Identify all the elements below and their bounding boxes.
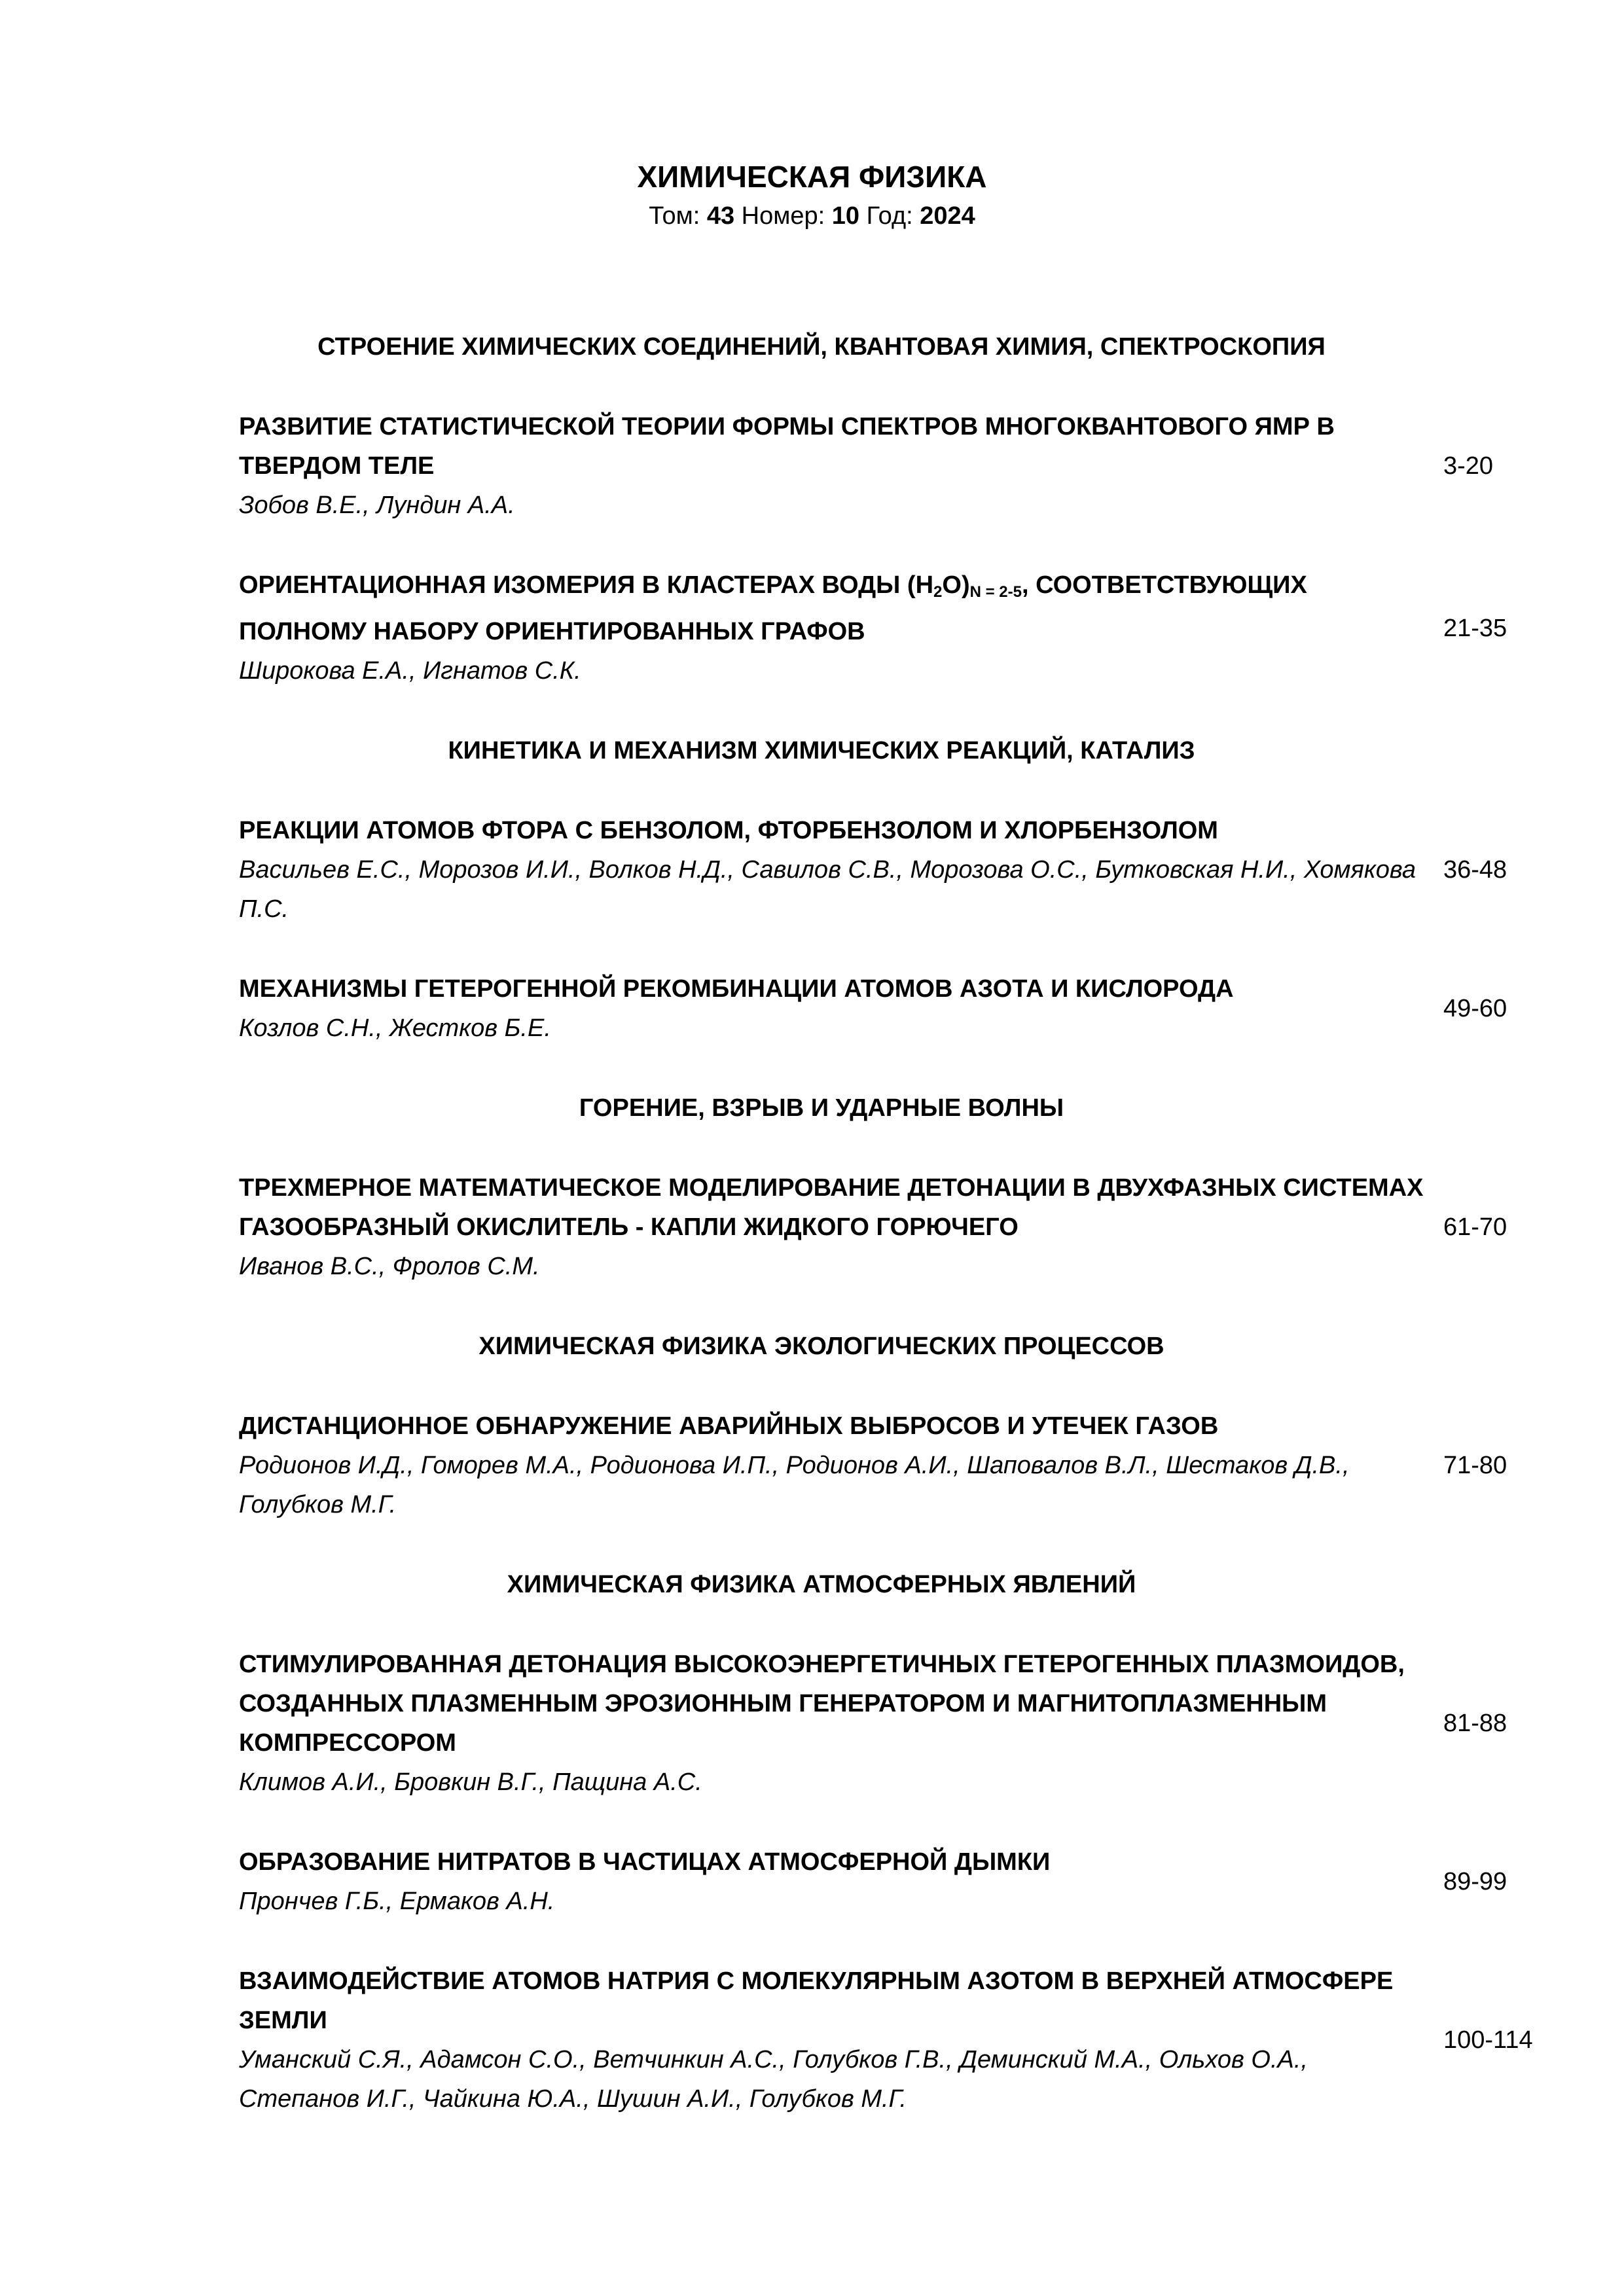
- article-title[interactable]: ВЗАИМОДЕЙСТВИЕ АТОМОВ НАТРИЯ С МОЛЕКУЛЯРНЫМ АЗОТОМ В ВЕРХНЕЙ АТМОСФЕРЕ ЗЕМЛИ: [239, 1967, 1394, 2034]
- title-part: , СООТВЕТСТВУЮЩИХ ПОЛНОМУ НАБОРУ ОРИЕНТИРОВАННЫХ ГРАФОВ: [239, 571, 1307, 645]
- article-title[interactable]: ТРЕХМЕРНОЕ МАТЕМАТИЧЕСКОЕ МОДЕЛИРОВАНИЕ ДЕТОНАЦИИ В ДВУХФАЗНЫХ СИСТЕМАХ ГАЗООБРАЗНЫЙ ОКИСЛИТЕЛЬ - КАПЛИ ЖИДКОГО ГОРЮЧЕГО: [239, 1174, 1424, 1241]
- article-authors: Климов А.И., Бровкин В.Г., Пащина А.С.: [239, 1768, 702, 1796]
- title-part: ОРИЕНТАЦИОННАЯ ИЗОМЕРИЯ В КЛАСТЕРАХ ВОДЫ (H: [239, 571, 934, 599]
- title-subscript: N = 2-5: [969, 583, 1022, 601]
- section-heading: СТРОЕНИЕ ХИМИЧЕСКИХ СОЕДИНЕНИЙ, КВАНТОВАЯ ХИМИЯ, СПЕКТРОСКОПИЯ: [317, 333, 1326, 361]
- article-authors: Родионов И.Д., Гоморев М.А., Родионова И.П., Родионов А.И., Шаповалов В.Л., Шестаков Д.В., Голубков М.Г.: [239, 1452, 1350, 1518]
- article-pages: 89-99: [1443, 1868, 1507, 1895]
- volume-label: Том:: [649, 202, 700, 230]
- title-subscript: 2: [933, 583, 943, 601]
- article-pages: 36-48: [1443, 856, 1507, 884]
- article-pages: 71-80: [1443, 1452, 1507, 1479]
- article-entry[interactable]: [239, 1407, 1542, 1524]
- issue-info: [0, 198, 1624, 234]
- article-pages: 81-88: [1443, 1710, 1507, 1737]
- title-part: O): [942, 571, 970, 599]
- article-authors: Зобов В.Е., Лундин А.А.: [239, 492, 515, 519]
- section-heading: ГОРЕНИЕ, ВЗРЫВ И УДАРНЫЕ ВОЛНЫ: [579, 1094, 1064, 1122]
- article-title[interactable]: ДИСТАНЦИОННОЕ ОБНАРУЖЕНИЕ АВАРИЙНЫХ ВЫБРОСОВ И УТЕЧЕК ГАЗОВ: [239, 1412, 1219, 1440]
- article-authors: Прончев Г.Б., Ермаков А.Н.: [239, 1888, 555, 1915]
- article-entry[interactable]: [239, 1645, 1542, 1802]
- article-authors: Иванов В.С., Фролов С.М.: [239, 1253, 540, 1280]
- year-value: 2024: [920, 202, 975, 230]
- number-label: Номер:: [741, 202, 825, 230]
- article-entry[interactable]: [239, 1842, 1542, 1921]
- article-pages: 49-60: [1443, 995, 1507, 1022]
- article-pages: 3-20: [1443, 452, 1494, 480]
- article-entry[interactable]: [239, 1168, 1542, 1286]
- article-authors: Васильев Е.С., Морозов И.И., Волков Н.Д., Савилов С.В., Морозова О.С., Бутковская Н.И., Хомякова П.С.: [239, 856, 1416, 923]
- article-title[interactable]: ОБРАЗОВАНИЕ НИТРАТОВ В ЧАСТИЦАХ АТМОСФЕРНОЙ ДЫМКИ: [239, 1848, 1051, 1876]
- article-pages: 100-114: [1443, 2026, 1533, 2054]
- article-entry[interactable]: [239, 969, 1542, 1048]
- article-entry[interactable]: [239, 811, 1542, 929]
- section-heading: ХИМИЧЕСКАЯ ФИЗИКА АТМОСФЕРНЫХ ЯВЛЕНИЙ: [507, 1571, 1136, 1598]
- article-title[interactable]: [239, 565, 1430, 651]
- article-pages: 21-35: [1443, 614, 1507, 642]
- article-authors: Широкова Е.А., Игнатов С.К.: [239, 657, 581, 685]
- volume-value: 43: [706, 202, 735, 230]
- article-pages: 61-70: [1443, 1213, 1507, 1241]
- article-title[interactable]: СТИМУЛИРОВАННАЯ ДЕТОНАЦИЯ ВЫСОКОЭНЕРГЕТИЧНЫХ ГЕТЕРОГЕННЫХ ПЛАЗМОИДОВ, СОЗДАННЫХ ПЛАЗМЕННЫМ ЭРОЗИОННЫМ ГЕНЕРАТОРОМ И МАГНИТОПЛАЗМЕННЫМ КОМПРЕССОРОМ: [239, 1651, 1405, 1757]
- article-entry[interactable]: [239, 1962, 1542, 2119]
- article-entry[interactable]: [239, 407, 1542, 525]
- number-value: 10: [831, 202, 860, 230]
- article-authors: Уманский С.Я., Адамсон С.О., Ветчинкин А.С., Голубков Г.В., Деминский М.А., Ольхов О.А., Степанов И.Г., Чайкина Ю.А., Шушин А.И., Голубков М.Г.: [239, 2046, 1308, 2113]
- section-heading: ХИМИЧЕСКАЯ ФИЗИКА ЭКОЛОГИЧЕСКИХ ПРОЦЕССОВ: [478, 1333, 1164, 1360]
- journal-header: [0, 156, 1624, 234]
- article-title[interactable]: РАЗВИТИЕ СТАТИСТИЧЕСКОЙ ТЕОРИИ ФОРМЫ СПЕКТРОВ МНОГОКВАНТОВОГО ЯМР В ТВЕРДОМ ТЕЛЕ: [239, 413, 1335, 480]
- article-title[interactable]: МЕХАНИЗМЫ ГЕТЕРОГЕННОЙ РЕКОМБИНАЦИИ АТОМОВ АЗОТА И КИСЛОРОДА: [239, 975, 1234, 1003]
- journal-title: ХИМИЧЕСКАЯ ФИЗИКА: [637, 160, 987, 194]
- section-heading: КИНЕТИКА И МЕХАНИЗМ ХИМИЧЕСКИХ РЕАКЦИЙ, КАТАЛИЗ: [448, 737, 1195, 764]
- article-entry[interactable]: [239, 565, 1542, 691]
- article-title[interactable]: РЕАКЦИИ АТОМОВ ФТОРА С БЕНЗОЛОМ, ФТОРБЕНЗОЛОМ И ХЛОРБЕНЗОЛОМ: [239, 817, 1218, 844]
- year-label: Год:: [866, 202, 913, 230]
- article-authors: Козлов С.Н., Жестков Б.Е.: [239, 1014, 551, 1042]
- table-of-contents: [239, 327, 1542, 2159]
